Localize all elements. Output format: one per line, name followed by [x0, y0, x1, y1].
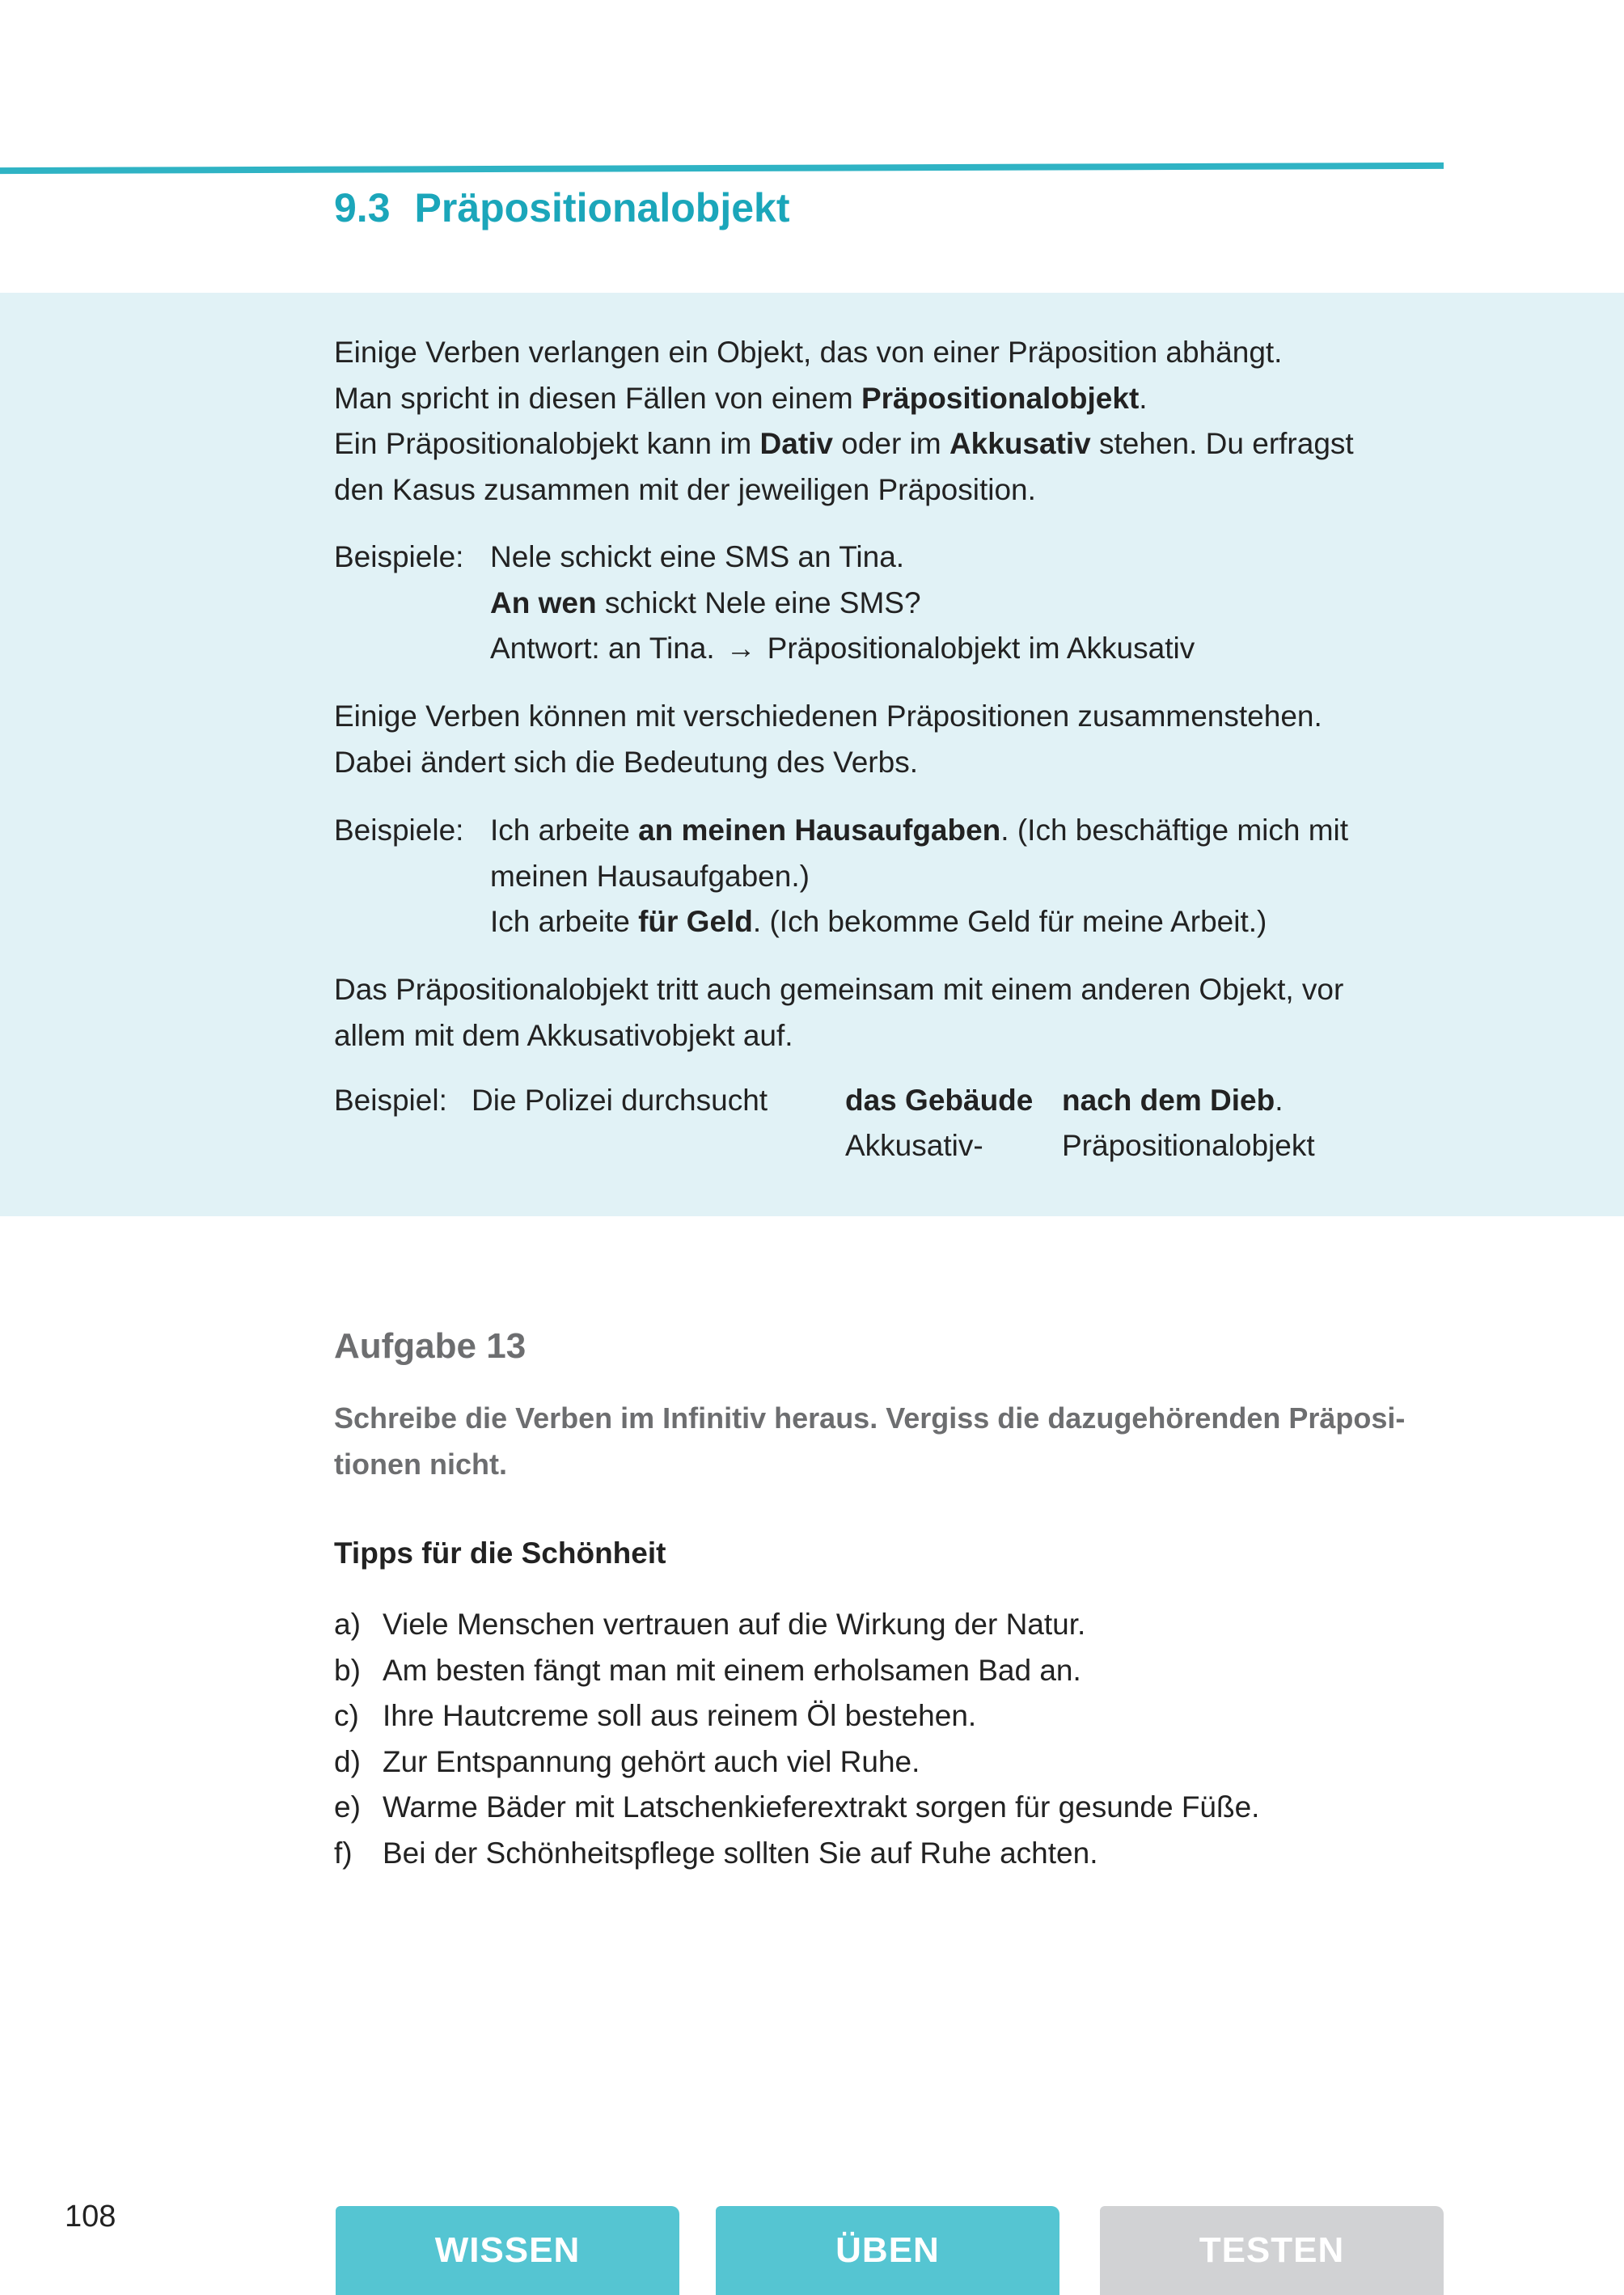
item-key: f) — [334, 1836, 353, 1870]
list-item — [334, 1831, 1259, 1877]
term: an meinen Hausaufgaben — [638, 814, 1001, 847]
term: Akkusativ — [949, 427, 1091, 460]
task-list — [334, 1602, 1259, 1876]
text: oder im — [833, 427, 949, 460]
text: schickt Nele eine SMS? — [596, 585, 921, 619]
example-1 — [334, 535, 1195, 672]
caption: Präpositionalobjekt — [1062, 1129, 1315, 1162]
caption: Akkusativ- — [845, 1129, 983, 1162]
term: für Geld — [638, 905, 753, 938]
text-line: Dabei ändert sich die Bedeutung des Verbs. — [334, 745, 918, 779]
text-line: tionen nicht. — [334, 1447, 507, 1481]
item-key: a) — [334, 1608, 361, 1641]
section-title — [334, 184, 789, 231]
item-text: Bei der Schönheitspflege sollten Sie auf Ruhe achten. — [383, 1836, 1098, 1870]
term: Dativ — [759, 427, 833, 460]
text-line: den Kasus zusammen mit der jeweiligen Präposition. — [334, 472, 1036, 506]
text: . (Ich bekomme Geld für meine Arbeit.) — [752, 905, 1267, 938]
item-text: Am besten fängt man mit einem erholsamen Bad an. — [383, 1653, 1081, 1687]
example-label: Beispiele: — [334, 540, 464, 573]
item-key: e) — [334, 1790, 361, 1824]
text-line — [334, 626, 1195, 672]
item-key: d) — [334, 1744, 361, 1778]
term: An wen — [490, 585, 597, 619]
text: . — [1139, 381, 1148, 415]
text: Ich arbeite — [490, 905, 639, 938]
text-line — [334, 899, 1348, 945]
example-2 — [334, 808, 1348, 945]
text: Präpositionalobjekt im Akkusativ — [767, 632, 1195, 665]
section-title-text: Präpositionalobjekt — [414, 185, 790, 230]
text-line: meinen Hausaufgaben.) — [490, 859, 810, 893]
example-label: Beispiele: — [334, 814, 464, 847]
task-instructions — [334, 1396, 1405, 1487]
list-item — [334, 1648, 1259, 1694]
tab-testen[interactable]: TESTEN — [1100, 2206, 1444, 2295]
text-line: Einige Verben verlangen ein Objekt, das von einer Präposition abhängt. — [334, 336, 1283, 369]
item-key: c) — [334, 1699, 359, 1732]
item-text: Warme Bäder mit Latschenkieferextrakt sorgen für gesunde Füße. — [383, 1790, 1260, 1824]
list-item — [334, 1785, 1259, 1831]
text-line — [334, 421, 1354, 467]
arrow-icon: → — [725, 632, 756, 665]
example-label: Beispiel: — [334, 1084, 447, 1117]
prepositional-object — [1062, 1078, 1284, 1124]
text-line — [334, 376, 1354, 422]
text-line: Das Präpositionalobjekt tritt auch gemeinsam mit einem anderen Objekt, vor — [334, 973, 1344, 1006]
text-line: Einige Verben können mit verschiedenen Präpositionen zusammenstehen. — [334, 699, 1322, 733]
text: Antwort: an Tina. — [490, 632, 715, 665]
tab-wissen[interactable]: WISSEN — [336, 2206, 679, 2295]
item-text: Viele Menschen vertrauen auf die Wirkung der Natur. — [383, 1608, 1086, 1641]
text: Nele schickt eine SMS an Tina. — [490, 540, 905, 573]
list-item — [334, 1693, 1259, 1739]
accusative-object: das Gebäude — [845, 1084, 1034, 1117]
text-line — [334, 535, 1195, 581]
term: Präpositionalobjekt — [861, 381, 1140, 415]
text-line — [334, 581, 1195, 627]
text: Die Polizei durchsucht — [472, 1084, 768, 1117]
info-paragraph-3 — [334, 967, 1343, 1059]
text-line: Schreibe die Verben im Infinitiv heraus. Vergiss die dazugehörenden Präposi- — [334, 1401, 1406, 1435]
list-item — [334, 1739, 1259, 1786]
header-rule — [0, 163, 1444, 174]
text-line — [334, 808, 1348, 854]
list-item — [334, 1602, 1259, 1648]
item-text: Zur Entspannung gehört auch viel Ruhe. — [383, 1744, 920, 1778]
text: Ich arbeite — [490, 814, 639, 847]
section-number: 9.3 — [334, 185, 391, 230]
text: . (Ich beschäftige mich mit — [1000, 814, 1349, 847]
task-title: Aufgabe 13 — [334, 1326, 527, 1366]
text: . — [1275, 1084, 1284, 1117]
text: Man spricht in diesen Fällen von einem — [334, 381, 861, 415]
page-number: 108 — [65, 2200, 116, 2234]
task-subheading: Tipps für die Schönheit — [334, 1536, 666, 1570]
text-line: allem mit dem Akkusativobjekt auf. — [334, 1018, 793, 1052]
info-paragraph-1 — [334, 330, 1354, 513]
term: nach dem Dieb — [1062, 1084, 1275, 1117]
tab-ueben[interactable]: ÜBEN — [716, 2206, 1059, 2295]
text: stehen. Du erfragst — [1090, 427, 1354, 460]
text: Ein Präpositionalobjekt kann im — [334, 427, 760, 460]
info-paragraph-2 — [334, 694, 1322, 785]
item-key: b) — [334, 1653, 361, 1687]
item-text: Ihre Hautcreme soll aus reinem Öl bestehen. — [383, 1699, 977, 1732]
